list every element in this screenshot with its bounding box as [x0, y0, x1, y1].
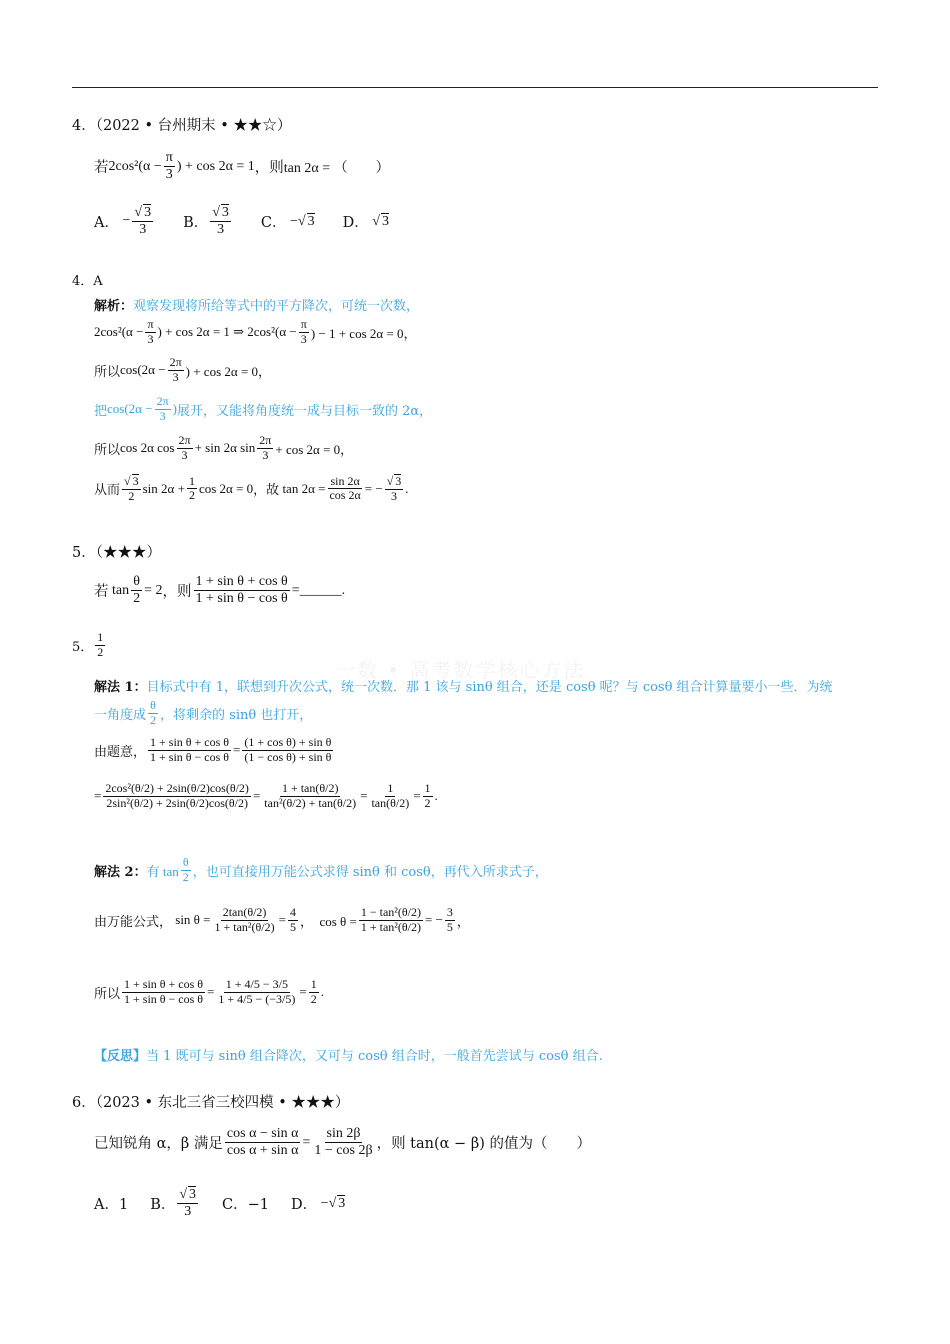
q4-header: 4．（2022 • 台州期末 • ★★☆） — [72, 118, 292, 134]
q5-step2: = $\frac{\text{2cos²(θ/2) + 2sin(θ/2)cos(θ/2)}}{\text{2sin²(θ/2) + 2sin(θ/2)cos(θ/2)}}$ = $\frac{1 + \tan(\theta/2)}{\text{tan²(θ/2) + tan(θ/2)}}$ = $\frac{1}{\tan(\theta/2)}$ = $\frac{1}{2}$ . — [94, 781, 438, 810]
q5-method1: 解法 1： 目标式中有 1，联想到升次公式，统一次数．那 1 该与 sinθ 组合，还是 cosθ 呢？与 cosθ 组合计算量要小一些．为统 — [94, 680, 833, 695]
q6-option-a: A．1 — [94, 1196, 129, 1213]
q5-reflection: 【反思】 当 1 既可与 sinθ 组合降次，又可与 cosθ 组合时，一般首先尝试与 cosθ 组合. — [94, 1049, 603, 1064]
q4-answer: 4．A — [72, 274, 103, 289]
q5-step1: 由题意， $\frac{\text{1 + sin θ + cos θ}}{\text{1 + sin θ − cos θ}}$ = $\frac{\text{(1 + cos θ) + sin θ}}{\text{(1 − cos θ) + sin θ}}$ — [94, 735, 332, 764]
q5-answer: 5． $\frac{1}{2}$ — [72, 630, 104, 659]
q6-header: 6．（2023 • 东北三省三校四模 • ★★★） — [72, 1095, 350, 1111]
q5-method1-cont: 一角度成 $\frac{\theta}{2}$ ，将剩余的 sinθ 也打开， — [94, 698, 313, 727]
q4-step3: 所以 cos 2α cos $\frac{2\pi}{3}$ + sin 2α sin $\frac{2\pi}{3}$ + cos 2α = 0， — [94, 433, 354, 462]
q4-option-d: D． — [342, 214, 369, 231]
q6-option-b: B． — [150, 1196, 176, 1213]
watermark: 一数 • 高考数学核心方法 — [335, 658, 586, 682]
q4-step2: 所以 cos(2α − $\frac{2\pi}{3}$ ) + cos 2α = 0， — [94, 355, 272, 384]
q6-stem: 已知锐角 α，β 满足 $\frac{\text{cos α − sin α}}{\text{cos α + sin α}}$ = $\frac{\sin 2\beta}{1 - \cos 2\beta}$ ，则 tan(α − β) 的值为（ ） — [94, 1126, 591, 1159]
q4-analysis: 解析： 观察发现将所给等式中的平方降次，可统一次数， — [94, 299, 420, 314]
q4-options: A． − $\frac{√ 3}{3}$ B． $\frac{√ 3}{3}$ C． −√ 3 D． √ 3 — [94, 205, 389, 238]
q6-option-c: C．−1 — [222, 1196, 270, 1213]
q4-option-b: B． — [183, 214, 209, 231]
q5-stem: 若 tan $\frac{\theta}{2}$ = 2 ，则 $\frac{\text{1 + sin θ + cos θ}}{\text{1 + sin θ − cos θ}}$ = ______. — [94, 574, 346, 607]
q4-stem: 若 2cos²(α − $\frac{\pi}{3}$ ) + cos 2α = 1 ，则 tan 2α = （ ） — [94, 150, 390, 183]
q4-option-c: C． — [260, 214, 287, 231]
q5-header: 5．（★★★） — [72, 545, 161, 561]
q4-blue-note: 把 cos(2α − $\frac{2\pi}{3}$ ) 展开，又能将角度统一成与目标一致的 2α， — [94, 394, 433, 423]
q4-step4: 从而 $\frac{√ 3}{2}$ sin 2α + $\frac{1}{2}$ cos 2α = 0 ，故 tan 2α = $\frac{\sin 2\alpha}{\cos 2\alpha}$ = − $\frac{√ 3}{3}$ . — [94, 473, 409, 503]
top-rule — [72, 87, 878, 88]
q5-final: 所以 $\frac{\text{1 + sin θ + cos θ}}{\text{1 + sin θ − cos θ}}$ = $\frac{1 + 4/5 - 3/5}{1 + 4/5 - (-3/5)}$ = $\frac{1}{2}$ . — [94, 977, 324, 1006]
q4-step1: 2cos²(α − $\frac{\pi}{3}$ ) + cos 2α = 1 ⇒ 2cos²(α − $\frac{\pi}{3}$ ) − 1 + cos 2α = 0， — [94, 317, 417, 346]
q6-options: A．1 B． $\frac{√ 3}{3}$ C．−1 D． −√ 3 — [94, 1187, 346, 1220]
q5-universal: 由万能公式， sin θ = $\frac{2\tan(\theta/2)}{\text{1 + tan²(θ/2)}}$ = $\frac{4}{5}$ ， cos θ = $\frac{\text{1 − tan²(θ/2)}}{\text{1 + tan²(θ/2)}}$ = − $\frac{3}{5}$ ， — [94, 905, 470, 934]
q6-option-d: D． — [291, 1196, 318, 1213]
q5-method2: 解法 2： 有 tan $\frac{\theta}{2}$ ，也可直接用万能公式求得 sinθ 和 cosθ，再代入所求式子， — [94, 855, 548, 884]
q4-option-a: A． — [94, 214, 119, 231]
